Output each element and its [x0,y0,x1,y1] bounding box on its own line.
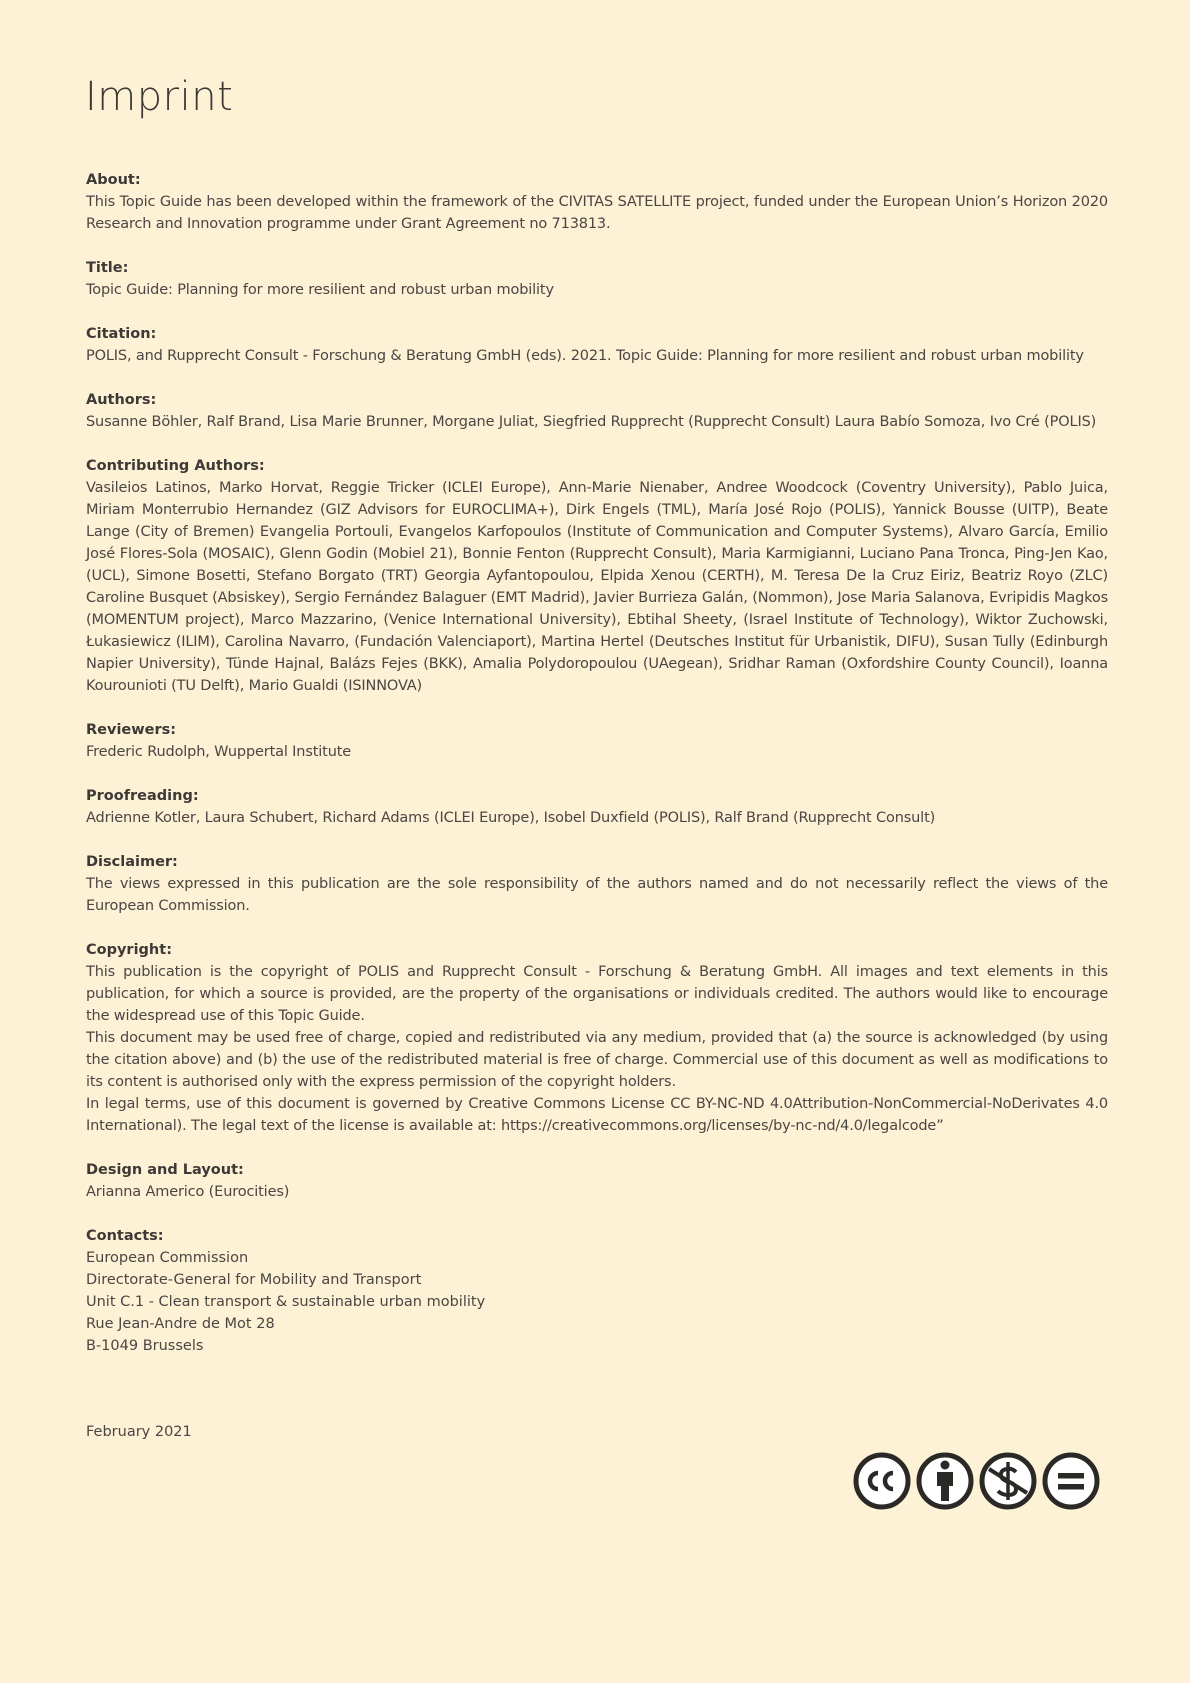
contact-line: Unit C.1 - Clean transport & sustainable urban mobility [86,1294,486,1310]
contacts-section [86,1225,1108,1357]
page-title: Imprint [85,74,234,120]
non-commercial-icon [982,1455,1034,1507]
contacts-label: Contacts: [86,1228,164,1244]
proofreading-label: Proofreading: [86,788,199,804]
design-text: Arianna Americo (Eurocities) [86,1184,290,1200]
reviewers-text: Frederic Rudolph, Wuppertal Institute [86,744,352,760]
copyright-section [86,939,1108,1137]
disclaimer-section [86,851,1108,917]
contact-line: Rue Jean-Andre de Mot 28 [86,1316,275,1332]
design-section [86,1159,1108,1203]
authors-label: Authors: [86,392,157,408]
copyright-paragraph: In legal terms, use of this document is governed by Creative Commons License CC BY-NC-ND 4.0Attribution-NonCommercial-NoDerivates 4.0 International). The legal text of the license is available at: https://creativecommons.org/licenses/by-nc-nd/4.0/legalcode” [86,1096,1108,1134]
disclaimer-label: Disclaimer: [86,854,178,870]
proofreading-section [86,785,1108,829]
citation-section [86,323,1108,367]
contributing-authors-label: Contributing Authors: [86,458,265,474]
copyright-paragraph: This document may be used free of charge, copied and redistributed via any medium, provided that (a) the source is acknowledged (by using the citation above) and (b) the use of the redistributed material is free of charge. Commercial use of this document as well as modifications to its content is authorised only with the express permission of the copyright holders. [86,1030,1108,1090]
by-attribution-icon [919,1455,971,1507]
about-text: This Topic Guide has been developed within the framework of the CIVITAS SATELLITE project, funded under the European Union’s Horizon 2020 Research and Innovation programme under Grant Agreement no 713813. [86,194,1108,232]
no-derivatives-icon [1045,1455,1097,1507]
disclaimer-text: The views expressed in this publication are the sole responsibility of the authors named and do not necessarily reflect the views of the European Commission. [86,876,1108,914]
contact-line: B-1049 Brussels [86,1338,204,1354]
contributing-authors-text: Vasileios Latinos, Marko Horvat, Reggie Tricker (ICLEI Europe), Ann-Marie Nienaber, Andree Woodcock (Coventry University), Pablo Juica, Miriam Monterrubio Hernandez (GIZ Advisors for EUROCLIMA+), Dirk Engels (TML), María José Rojo (POLIS), Yannick Bousse (UITP), Beate Lange (City of Bremen) Evangelia Portouli, Evangelos Karfopoulos (Institute of Communication and Computer Systems), Alvaro García, Emilio José Flores-Sola (MOSAIC), Glenn Godin (Mobiel 21), Bonnie Fenton (Rupprecht Consult), Maria Karmigianni, Luciano Pana Tronca, Ping-Jen Kao, (UCL), Simone Bosetti, Stefano Borgato (TRT) Georgia Ayfantopoulou, Elpida Xenou (CERTH), M. Teresa De la Cruz Eiriz, Beatriz Royo (ZLC) Caroline Busquet (Absiskey), Sergio Fernández Balaguer (EMT Madrid), Javier Burrieza Galán, (Nommon), Jose Maria Salanova, Evripidis Magkos (MOMENTUM project), Marco Mazzarino, (Venice International University), Ebtihal Sheety, (Israel Institute of Technology), Wiktor Zuchowski, Łukasiewicz (ILIM), Carolina Navarro, (Fundación Valenciaport), Martina Hertel (Deutsches Institut für Urbanistik, DIFU), Susan Tully (Edinburgh Napier University), Tünde Hajnal, Balázs Fejes (BKK), Amalia Polydoropoulou (UAegean), Sridhar Raman (Oxfordshire County Council), Ioanna Kourounioti (TU Delft), Mario Gualdi (ISINNOVA) [86,480,1108,694]
design-label: Design and Layout: [86,1162,244,1178]
contributing-authors-section [86,455,1108,697]
contact-line: European Commission [86,1250,249,1266]
publication-date: February 2021 [86,1424,192,1440]
contact-line: Directorate-General for Mobility and Transport [86,1272,422,1288]
cc-license-badge [852,1451,1102,1511]
copyright-label: Copyright: [86,942,172,958]
about-section [86,169,1108,235]
authors-text: Susanne Böhler, Ralf Brand, Lisa Marie Brunner, Morgane Juliat, Siegfried Rupprecht (Rupprecht Consult) Laura Babío Somoza, Ivo Cré (POLIS) [86,414,1097,430]
copyright-paragraph: This publication is the copyright of POLIS and Rupprecht Consult - Forschung & Beratung GmbH. All images and text elements in this publication, for which a source is provided, are the property of the organisations or individuals credited. The authors would like to encourage the widespread use of this Topic Guide. [86,964,1108,1024]
reviewers-section [86,719,1108,763]
cc-icon [856,1455,908,1507]
title-text: Topic Guide: Planning for more resilient and robust urban mobility [86,282,554,298]
citation-text: POLIS, and Rupprecht Consult - Forschung & Beratung GmbH (eds). 2021. Topic Guide: Planning for more resilient and robust urban mobility [86,348,1084,364]
authors-section [86,389,1108,433]
title-label: Title: [86,260,129,276]
proofreading-text: Adrienne Kotler, Laura Schubert, Richard Adams (ICLEI Europe), Isobel Duxfield (POLIS), Ralf Brand (Rupprecht Consult) [86,810,936,826]
imprint-content [86,169,1108,1379]
about-label: About: [86,172,141,188]
title-section [86,257,1108,301]
citation-label: Citation: [86,326,157,342]
reviewers-label: Reviewers: [86,722,177,738]
